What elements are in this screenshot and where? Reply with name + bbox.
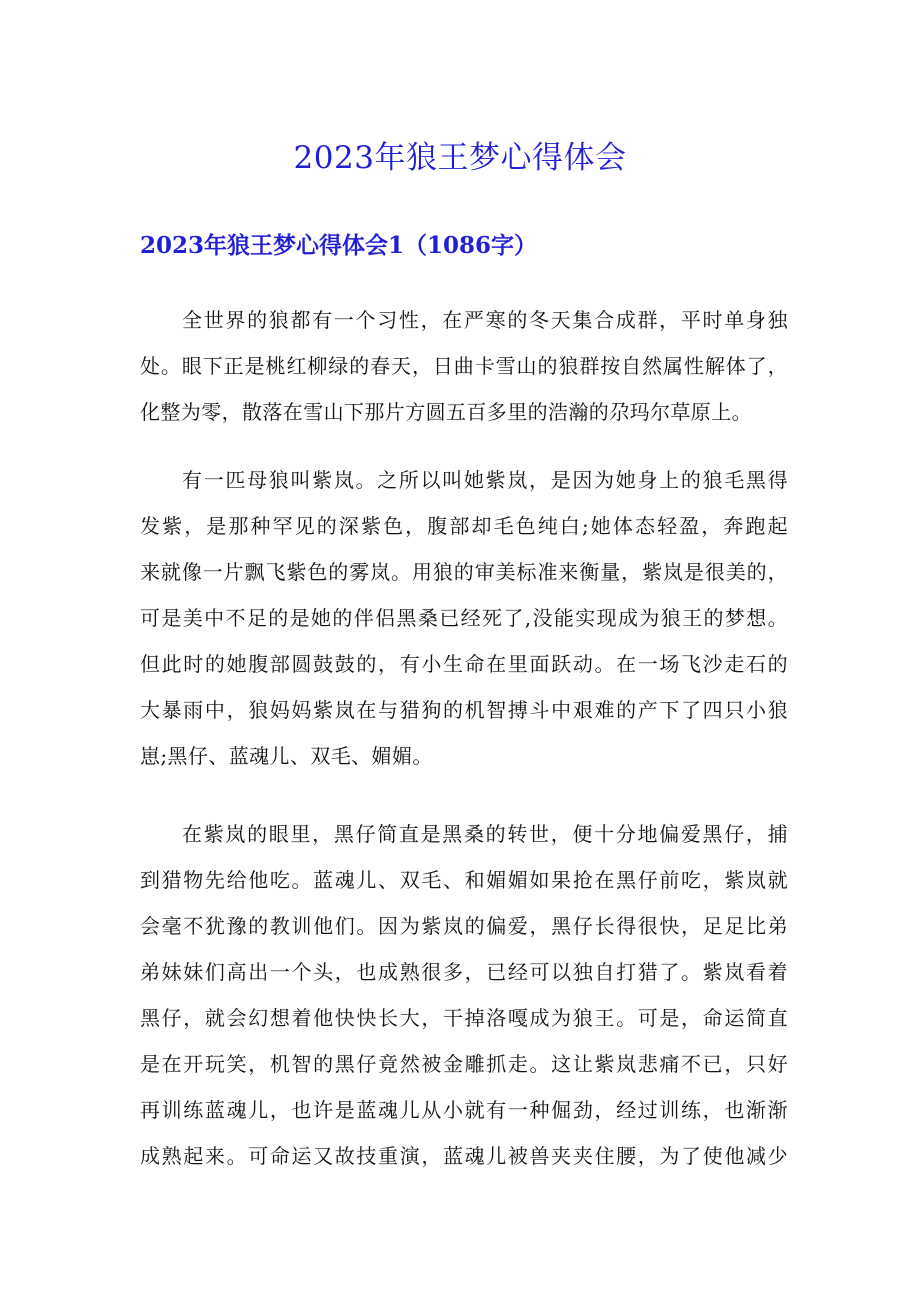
paragraph-3 (140, 811, 788, 1179)
paragraph-line: 弟妹妹们高出一个头，也成熟很多，已经可以独自打猎了。紫岚看着 (140, 960, 788, 984)
paragraph-line: 全世界的狼都有一个习性，在严寒的冬天集合成群，平时单身独 (182, 308, 788, 332)
paragraph-line: 再训练蓝魂儿，也许是蓝魂儿从小就有一种倔劲，经过训练，也渐渐 (140, 1098, 788, 1122)
paragraph-line: 处。眼下正是桃红柳绿的春天，日曲卡雪山的狼群按自然属性解体了， (140, 354, 788, 378)
paragraph-line: 但此时的她腹部圆鼓鼓的，有小生命在里面跃动。在一场飞沙走石的 (140, 652, 788, 676)
paragraph-line: 在紫岚的眼里，黑仔简直是黑桑的转世，便十分地偏爱黑仔，捕 (182, 822, 788, 846)
paragraph-line: 成熟起来。可命运又故技重演，蓝魂儿被兽夹夹住腰，为了使他减少 (140, 1144, 788, 1168)
paragraph-1 (140, 297, 788, 435)
paragraph-line: 崽;黑仔、蓝魂儿、双毛、媚媚。 (140, 744, 433, 768)
paragraph-line: 化整为零，散落在雪山下那片方圆五百多里的浩瀚的尕玛尔草原上。 (140, 400, 752, 424)
document-title: 2023年狼王梦心得体会 (293, 140, 627, 176)
paragraph-line: 到猎物先给他吃。蓝魂儿、双毛、和媚媚如果抢在黑仔前吃，紫岚就 (140, 868, 788, 892)
paragraph-line: 是在开玩笑，机智的黑仔竟然被金雕抓走。这让紫岚悲痛不已，只好 (140, 1052, 788, 1076)
section-heading: 2023年狼王梦心得体会1（1086字） (140, 232, 538, 259)
paragraph-2 (140, 457, 788, 779)
paragraph-line: 会毫不犹豫的教训他们。因为紫岚的偏爱，黑仔长得很快，足足比弟 (140, 914, 788, 938)
paragraph-line: 黑仔，就会幻想着他快快长大，干掉洛嘎成为狼王。可是，命运简直 (140, 1006, 788, 1030)
paragraph-line: 来就像一片飘飞紫色的雾岚。用狼的审美标准来衡量，紫岚是很美的， (140, 560, 788, 584)
paragraph-line: 可是美中不足的是她的伴侣黑桑已经死了,没能实现成为狼王的梦想。 (140, 606, 788, 630)
paragraph-line: 有一匹母狼叫紫岚。之所以叫她紫岚，是因为她身上的狼毛黑得 (182, 468, 788, 492)
paragraph-line: 发紫，是那种罕见的深紫色，腹部却毛色纯白;她体态轻盈，奔跑起 (140, 514, 788, 538)
paragraph-line: 大暴雨中，狼妈妈紫岚在与猎狗的机智搏斗中艰难的产下了四只小狼 (140, 698, 788, 722)
